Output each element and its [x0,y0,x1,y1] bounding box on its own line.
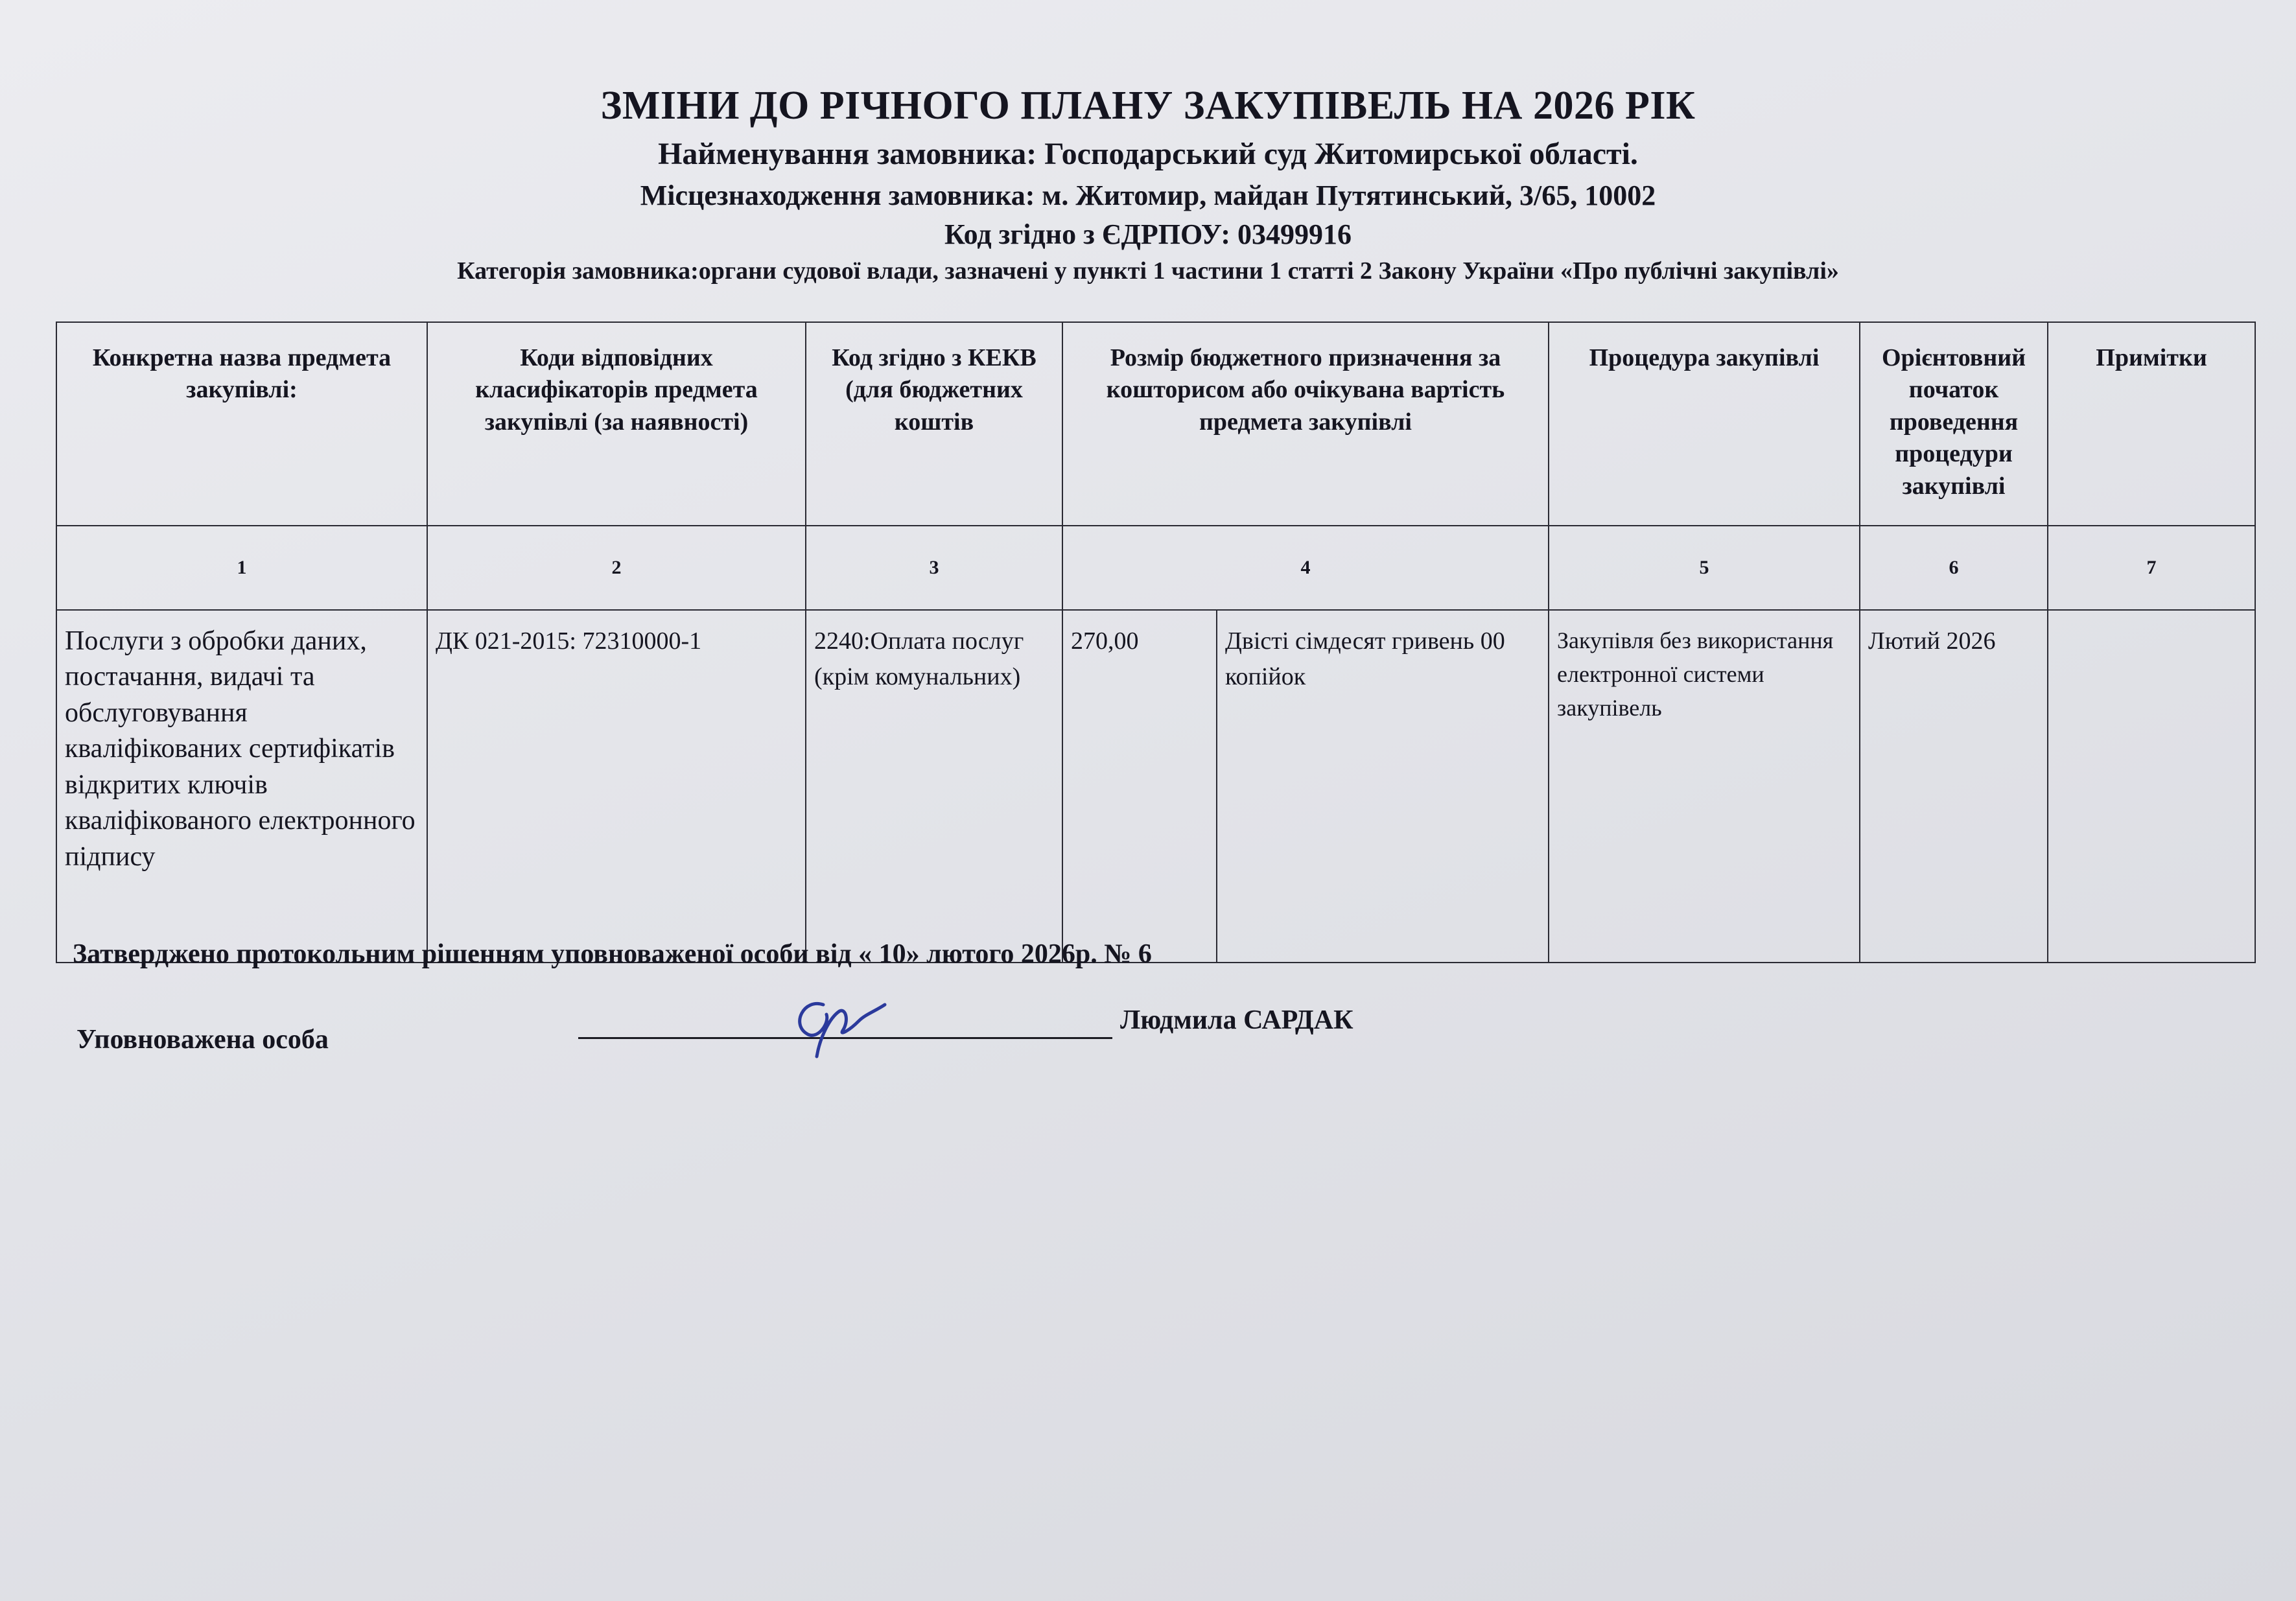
column-number: 4 [1062,526,1549,610]
header-classifier: Коди відповідних класифікаторів предмета закупівлі (за наявності) [427,322,806,526]
header-subject: Конкретна назва предмета закупівлі: [56,322,427,526]
handwritten-signature [778,985,895,1063]
table-row [56,610,2255,963]
cell-kekv: 2240:Оплата послуг (крім комунальних) [806,610,1062,963]
header-kekv: Код згідно з КЕКВ (для бюджетних коштів [806,322,1062,526]
header-notes: Примітки [2048,322,2255,526]
cell-notes [2048,610,2255,963]
column-number: 5 [1549,526,1860,610]
table-header-row [56,322,2255,526]
approval-note: Затверджено протокольним рішенням уповноваженої особи від « 10» лютого 2026р. № 6 [73,939,1152,969]
authorized-person-label: Уповноважена особа [76,1025,329,1055]
cell-start: Лютий 2026 [1860,610,2048,963]
procurement-plan-table [56,321,2256,963]
cell-procedure: Закупівля без використання електронної системи закупівель [1549,610,1860,963]
header-start: Орієнтовний початок проведення процедури закупівлі [1860,322,2048,526]
customer-location: Місцезнаходження замовника: м. Житомир, майдан Путятинський, 3/65, 10002 [640,180,1656,211]
cell-amount: 270,00 [1062,610,1217,963]
document-title: ЗМІНИ ДО РІЧНОГО ПЛАНУ ЗАКУПІВЕЛЬ НА 2026 РІК [600,84,1696,128]
column-number: 6 [1860,526,2048,610]
header-amount: Розмір бюджетного призначення за кошторисом або очікувана вартість предмета закупівлі [1062,322,1549,526]
customer-name: Найменування замовника: Господарський суд Житомирської області. [658,137,1638,171]
column-number: 3 [806,526,1062,610]
header-procedure: Процедура закупівлі [1549,322,1860,526]
customer-category: Категорія замовника:органи судової влади, зазначені у пункті 1 частини 1 статті 2 Закону України «Про публічні закупівлі» [457,257,1839,285]
column-number: 7 [2048,526,2255,610]
cell-amount-words: Двісті сімдесят гривень 00 копійок [1217,610,1549,963]
signer-name: Людмила САРДАК [1120,1005,1353,1035]
table-number-row [56,526,2255,610]
edrpou-code: Код згідно з ЄДРПОУ: 03499916 [944,218,1352,250]
column-number: 2 [427,526,806,610]
cell-classifier: ДК 021-2015: 72310000-1 [427,610,806,963]
cell-subject: Послуги з обробки даних, постачання, видачі та обслуговування кваліфікованих сертифікатів відкритих ключів кваліфікованого електронного підпису [56,610,427,963]
column-number: 1 [56,526,427,610]
